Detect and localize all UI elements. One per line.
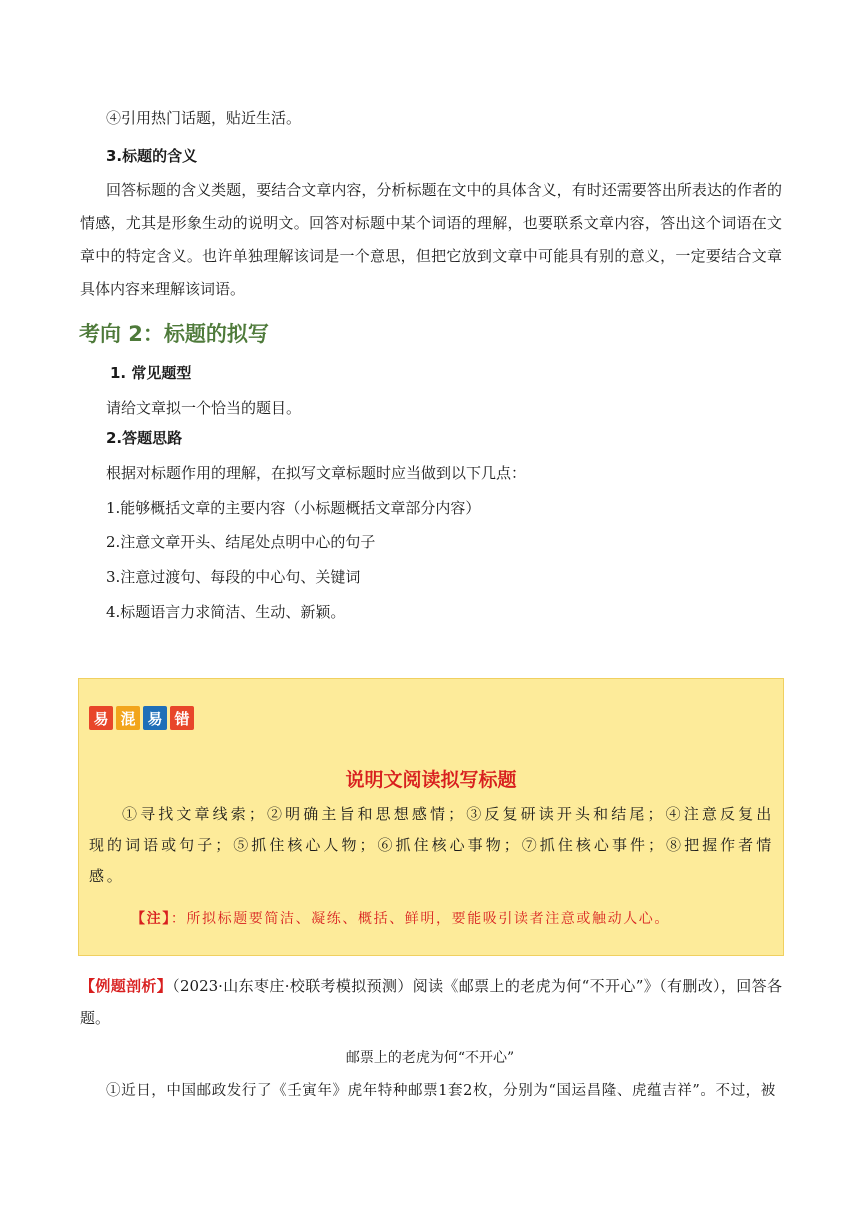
article-title: 邮票上的老虎为何“不开心”	[345, 1050, 515, 1066]
approach-intro: 根据对标题作用的理解，在拟写文章标题时应当做到以下几点：	[106, 464, 527, 482]
meaning-paragraph: 回答标题的含义类题，要结合文章内容，分析标题在文中的具体含义，有时还需要答出所表达的作者的情感，尤其是形象生动的说明文。回答对标题中某个词语的理解，也要联系文章内容，答出这个词语在文章中的特定含义。也许单独理解该词是一个意思，但把它放到文章中可能具有别的意义，一定要结合文章具体内容来理解该词语。	[80, 181, 782, 298]
approach-point-1: 1.能够概括文章的主要内容（小标题概括文章部分内容）	[106, 499, 481, 517]
note-label: 【注】	[131, 911, 171, 927]
example-intro	[80, 970, 782, 1034]
heading-title-meaning: 3.标题的含义	[106, 147, 198, 165]
tip-box-text: ①寻找文章线索；②明确主旨和思想感情；③反复研读开头和结尾；④注意反复出现的词语或句子；⑤抓住核心人物；⑥抓住核心事物；⑦抓住核心事件；⑧把握作者情感。	[89, 805, 774, 885]
badge-3: 易	[143, 706, 167, 730]
approach-point-4: 4.标题语言力求简洁、生动、新颖。	[106, 603, 346, 621]
badge-2: 混	[116, 706, 140, 730]
note-text: ：所拟标题要简洁、凝练、概括、鲜明，要能吸引读者注意或触动人心。	[170, 911, 671, 927]
section-title: 考向 2：标题的拟写	[79, 322, 269, 346]
badge-row	[89, 706, 194, 730]
approach-point-2: 2.注意文章开头、结尾处点明中心的句子	[106, 533, 376, 551]
heading-answer-approach: 2.答题思路	[106, 429, 183, 447]
tip-box-note	[131, 908, 670, 928]
question-type-text: 请给文章拟一个恰当的题目。	[106, 399, 302, 417]
item-4-text: ④引用热门话题，贴近生活。	[106, 109, 302, 127]
article-paragraph-1: ①近日，中国邮政发行了《壬寅年》虎年特种邮票1套2枚，分别为“国运昌隆、虎蕴吉祥”。不过，被	[106, 1083, 776, 1099]
tip-box-title: 说明文阅读拟写标题	[345, 769, 517, 791]
badge-4: 错	[170, 706, 194, 730]
example-text: （2023·山东枣庄·校联考模拟预测）阅读《邮票上的老虎为何“不开心”》（有删改），回答各题。	[80, 977, 782, 1027]
example-label: 【例题剖析】	[80, 977, 173, 995]
badge-1: 易	[89, 706, 113, 730]
approach-point-3: 3.注意过渡句、每段的中心句、关键词	[106, 568, 361, 586]
tip-box	[78, 678, 784, 956]
heading-common-types: 1. 常见题型	[110, 364, 192, 382]
